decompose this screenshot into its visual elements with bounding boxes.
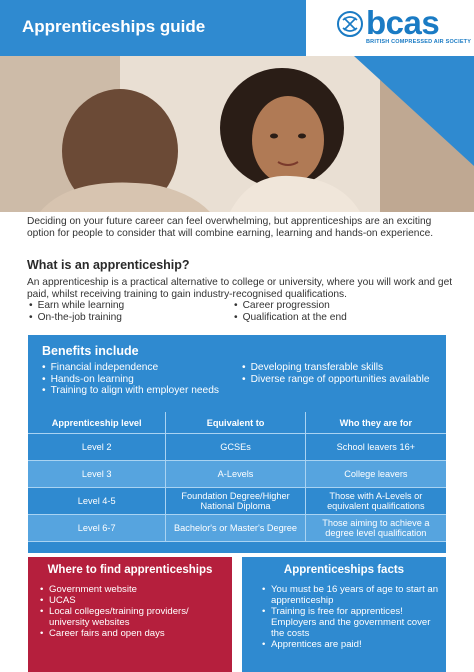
what-heading: What is an apprenticeship? [27,258,190,272]
apprenticeship-level-table [28,412,446,542]
list-item: • Financial independence [42,362,252,374]
what-paragraph: An apprenticeship is a practical alternative to college or university, where you will work and get paid, whilst receiving training to gain industry-recognised qualifications. [27,277,453,300]
table-cell: Foundation Degree/Higher National Diploma [166,488,305,515]
table-cell: Bachelor's or Master's Degree [166,515,305,542]
list-item: • Apprentices are paid! [262,639,442,650]
table-row [28,488,446,515]
facts-list [262,584,442,650]
what-bullets [27,300,457,323]
table-header: Who they are for [306,412,446,434]
benefits-title: Benefits include [42,344,139,358]
table-cell: Level 2 [28,434,166,461]
benefits-list-left [42,362,252,397]
table-header: Equivalent to [166,412,305,434]
benefits-panel [28,335,446,553]
list-item: • Developing transferable skills [242,362,442,374]
bcas-logo-icon [336,10,364,38]
photo-two-women-icon [0,56,474,212]
where-list [40,584,228,639]
list-item: • Training to align with employer needs [42,385,252,397]
list-item: • On-the-job training [27,312,232,324]
list-item: • You must be 16 years of age to start an apprenticeship [262,584,442,606]
table-header: Apprenticeship level [28,412,166,434]
table-row [28,461,446,488]
table-cell: A-Levels [166,461,305,488]
table-row [28,515,446,542]
table-cell: School leavers 16+ [306,434,446,461]
list-item: • Career progression [232,300,437,312]
table-cell: Level 3 [28,461,166,488]
where-to-find-panel [28,557,232,672]
benefits-list-right [242,362,442,385]
header [0,0,474,56]
table-cell: GCSEs [166,434,305,461]
list-item: • Training is free for apprentices! Employers and the government cover the costs [262,606,442,639]
page-title: Apprenticeships guide [22,17,206,36]
where-title: Where to find apprenticeships [47,564,213,576]
list-item: • Diverse range of opportunities available [242,374,442,386]
list-item: • Qualification at the end [232,312,437,324]
facts-panel [242,557,446,672]
table-cell: Those aiming to achieve a degree level qualification [306,515,446,542]
table-cell: Those with A-Levels or equivalent qualifications [306,488,446,515]
list-item: • Hands-on learning [42,374,252,386]
list-item: • Government website [40,584,228,595]
table-cell: Level 6-7 [28,515,166,542]
list-item: • Local colleges/training providers/ university websites [40,606,228,628]
facts-title: Apprenticeships facts [283,564,405,576]
table-row [28,434,446,461]
table-cell: College leavers [306,461,446,488]
table-header-row [28,412,446,434]
logo-text: bcas [366,4,440,41]
logo-subtext: BRITISH COMPRESSED AIR SOCIETY [366,39,472,45]
list-item: • Career fairs and open days [40,628,228,639]
list-item: • UCAS [40,595,228,606]
table-cell: Level 4-5 [28,488,166,515]
bcas-logo [336,4,472,48]
hero-photo [0,56,474,212]
list-item: • Earn while learning [27,300,232,312]
intro-paragraph: Deciding on your future career can feel overwhelming, but apprenticeships are an exciting option for people to consider that will combine earning, learning and hands-on experience. [27,216,434,239]
